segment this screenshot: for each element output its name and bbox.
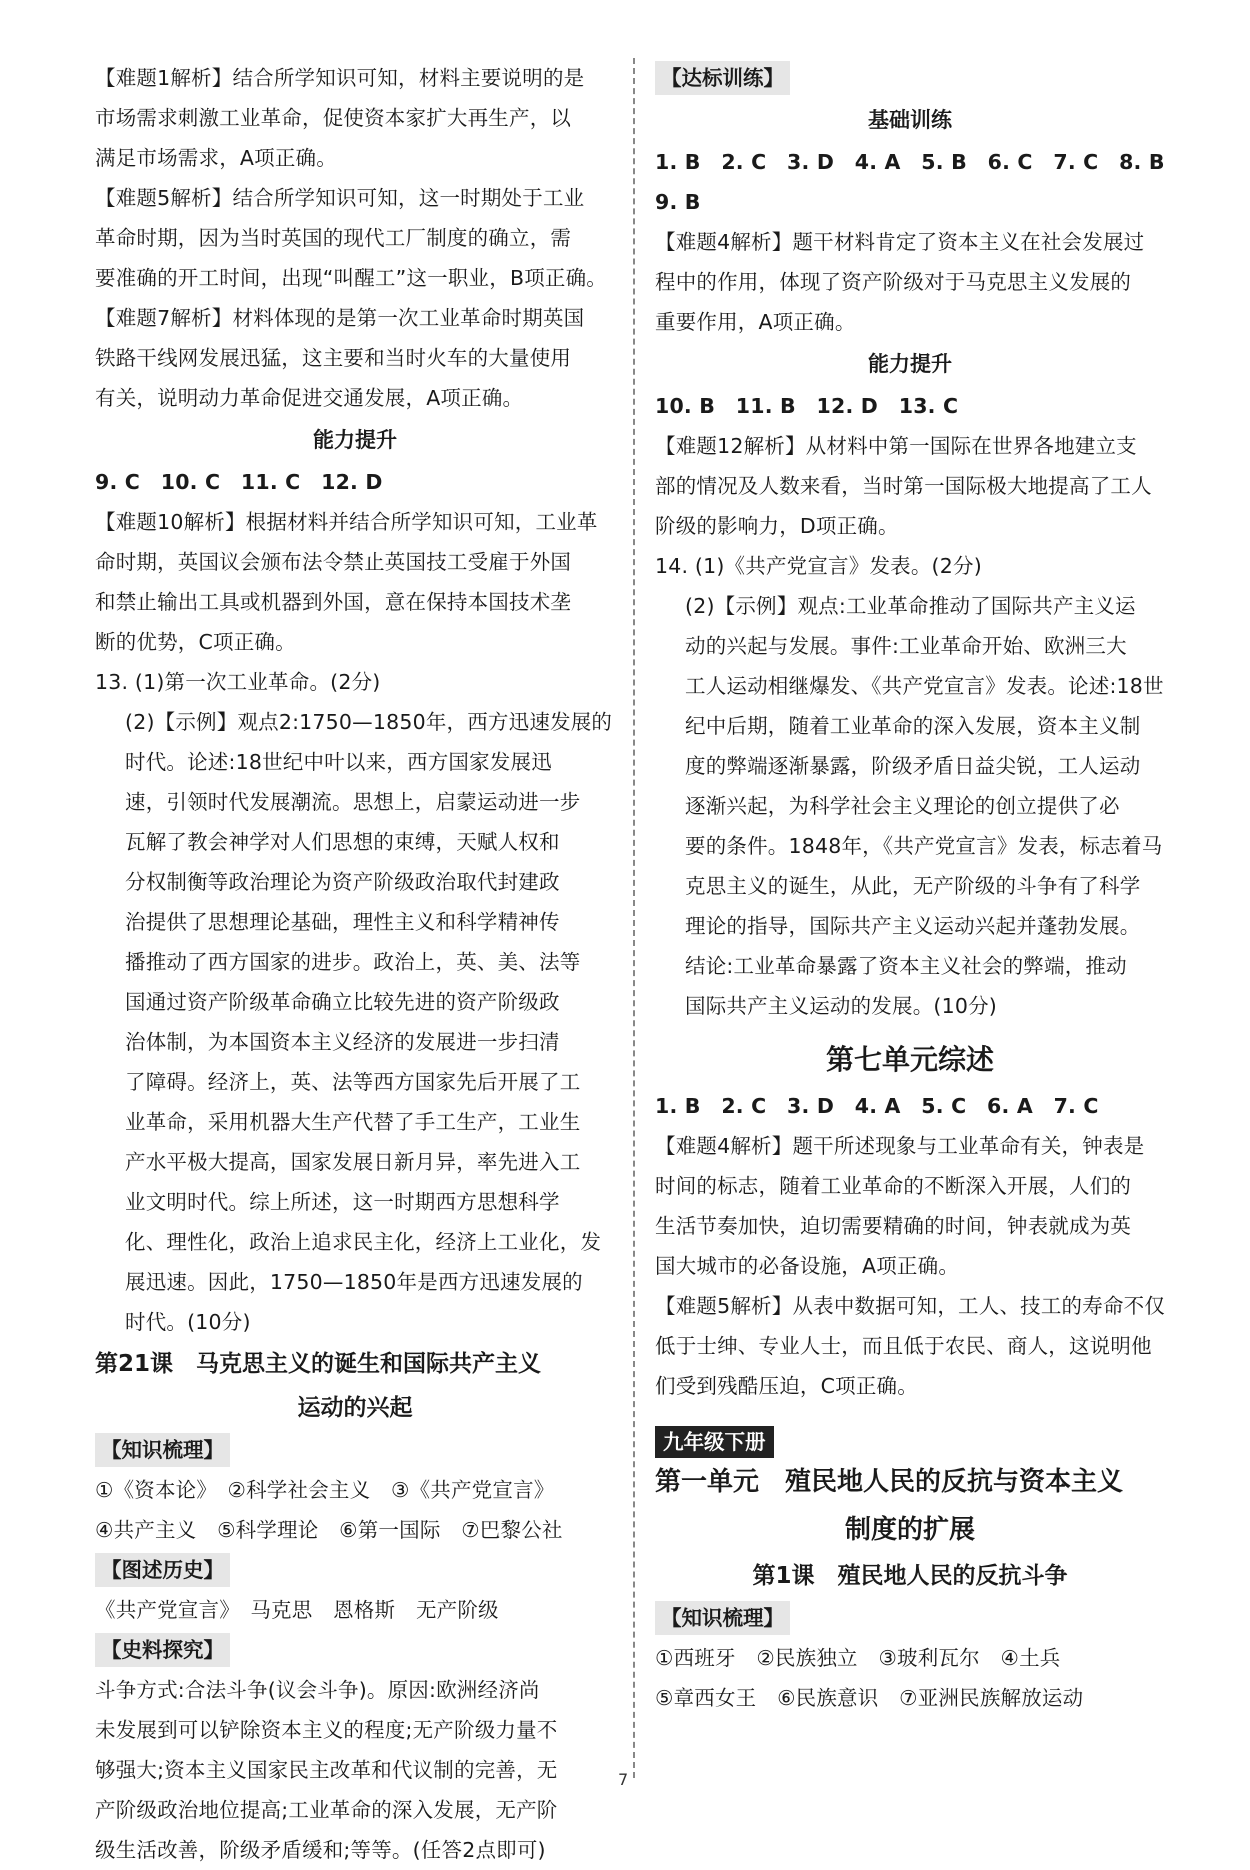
grade-tag: 九年级下册 [655,1426,774,1458]
text-line: 速，引领时代发展潮流。思想上，启蒙运动进一步 [125,790,581,814]
text-line: 【难题7解析】材料体现的是第一次工业革命时期英国 [95,306,585,330]
answer-row: 9. B [655,190,701,214]
lesson-21-title-cont: 运动的兴起 [297,1395,413,1421]
text-line: 播推动了西方国家的进步。政治上，英、美、法等 [125,950,581,974]
text-line: 有关，说明动力革命促进交通发展，A项正确。 [95,386,524,410]
analysis-paragraph [95,58,615,178]
analysis-paragraph [655,1126,1165,1286]
question-14-part2 [655,586,1165,1026]
text-line: 斗争方式:合法斗争(议会斗争)。原因:欧洲经济尚 [95,1678,540,1702]
text-line: 了障碍。经济上，英、法等西方国家先后开展了工 [125,1070,581,1094]
unit-7-title: 第七单元综述 [825,1043,994,1076]
text-line: 克思主义的诞生，从此，无产阶级的斗争有了科学 [685,874,1141,898]
pictures-line: 《共产党宣言》 马克思 恩格斯 无产阶级 [95,1598,499,1622]
text-line: 【难题5解析】结合所学知识可知，这一时期处于工业 [95,186,585,210]
text-line: 国大城市的必备设施，A项正确。 [655,1254,960,1278]
text-line: 程中的作用，体现了资产阶级对于马克思主义发展的 [655,270,1132,294]
text-line: 阶级的影响力，D项正确。 [655,514,899,538]
text-line: 业文明时代。综上所述，这一时期西方思想科学 [125,1190,560,1214]
text-line: 【难题10解析】根据材料并结合所学知识可知，工业革 [95,510,598,534]
section-heading: 基础训练 [868,108,952,132]
analysis-paragraph [655,426,1165,546]
text-line: 分权制衡等政治理论为资产阶级政治取代封建政 [125,870,560,894]
knowledge-line: ⑤章西女王 ⑥民族意识 ⑦亚洲民族解放运动 [655,1686,1084,1710]
unit-1-title-cont: 制度的扩展 [844,1515,975,1545]
answer-row: 10. B 11. B 12. D 13. C [655,394,959,418]
text-line: 未发展到可以铲除资本主义的程度;无产阶级力量不 [95,1718,558,1742]
text-line: 够强大;资本主义国家民主改革和代议制的完善，无 [95,1758,558,1782]
analysis-paragraph [655,1286,1165,1406]
pictures-tag: 【图述历史】 [95,1553,230,1587]
answer-row: 9. C 10. C 11. C 12. D [95,470,383,494]
training-tag: 【达标训练】 [655,61,790,95]
text-line: 时代。论述:18世纪中叶以来，西方国家发展迅 [125,750,552,774]
right-column [655,58,1165,1718]
text-line: 【难题5解析】从表中数据可知，工人、技工的寿命不仅 [655,1294,1166,1318]
section-heading: 能力提升 [868,352,952,376]
text-line: 革命时期，因为当时英国的现代工厂制度的确立，需 [95,226,572,250]
unit-1-title: 第一单元 殖民地人民的反抗与资本主义 [655,1467,1124,1497]
text-line: 瓦解了教会神学对人们思想的束缚，天赋人权和 [125,830,560,854]
text-line: 铁路干线网发展迅猛，这主要和当时火车的大量使用 [95,346,572,370]
analysis-paragraph [95,178,615,298]
text-line: 纪中后期，随着工业革命的深入发展，资本主义制 [685,714,1141,738]
text-line: 工人运动相继爆发、《共产党宣言》发表。论述:18世 [685,674,1164,698]
text-line: 业革命，采用机器大生产代替了手工生产，工业生 [125,1110,581,1134]
text-line: 部的情况及人数来看，当时第一国际极大地提高了工人 [655,474,1152,498]
text-line: 和禁止输出工具或机器到外国，意在保持本国技术垄 [95,590,572,614]
knowledge-line: ④共产主义 ⑤科学理论 ⑥第一国际 ⑦巴黎公社 [95,1518,563,1542]
text-line: 【难题12解析】从材料中第一国际在世界各地建立支 [655,434,1137,458]
lesson-1-title: 第1课 殖民地人民的反抗斗争 [752,1563,1068,1589]
text-line: 满足市场需求，A项正确。 [95,146,337,170]
section-heading: 能力提升 [313,428,397,452]
text-line: 治体制，为本国资本主义经济的发展进一步扫清 [125,1030,560,1054]
text-line: 时间的标志，随着工业革命的不断深入开展，人们的 [655,1174,1132,1198]
text-line: (2)【示例】观点:工业革命推动了国际共产主义运 [685,594,1136,618]
analysis-paragraph [655,222,1165,342]
text-line: 结论:工业革命暴露了资本主义社会的弊端，推动 [685,954,1127,978]
text-line: 生活节奏加快，迫切需要精确的时间，钟表就成为英 [655,1214,1132,1238]
text-line: 要准确的开工时间，出现“叫醒工”这一职业，B项正确。 [95,266,608,290]
text-line: 治提供了思想理论基础，理性主义和科学精神传 [125,910,560,934]
text-line: 们受到残酷压迫，C项正确。 [655,1374,918,1398]
text-line: 【难题1解析】结合所学知识可知，材料主要说明的是 [95,66,585,90]
text-line: 要的条件。1848年，《共产党宣言》发表，标志着马 [685,834,1163,858]
text-line: 产阶级政治地位提高;工业革命的深入发展，无产阶 [95,1798,558,1822]
sources-paragraph [95,1670,615,1870]
knowledge-line: ①西班牙 ②民族独立 ③玻利瓦尔 ④土兵 [655,1646,1061,1670]
text-line: 断的优势，C项正确。 [95,630,296,654]
text-line: 国际共产主义运动的发展。(10分) [685,994,997,1018]
answer-row: 1. B 2. C 3. D 4. A 5. C 6. A 7. C [655,1094,1099,1118]
answer-row: 1. B 2. C 3. D 4. A 5. B 6. C 7. C 8. B [655,150,1165,174]
text-line: 低于士绅、专业人士，而且低于农民、商人，这说明他 [655,1334,1152,1358]
text-line: 产水平极大提高，国家发展日新月异，率先进入工 [125,1150,581,1174]
text-line: 时代。(10分) [125,1310,251,1334]
text-line: 国通过资产阶级革命确立比较先进的资产阶级政 [125,990,560,1014]
analysis-paragraph [95,502,615,662]
text-line: 逐渐兴起，为科学社会主义理论的创立提供了必 [685,794,1120,818]
text-line: 理论的指导，国际共产主义运动兴起并蓬勃发展。 [685,914,1141,938]
text-line: 市场需求刺激工业革命，促使资本家扩大再生产，以 [95,106,572,130]
text-line: 【难题4解析】题干所述现象与工业革命有关，钟表是 [655,1134,1145,1158]
question-13-part2 [95,702,615,1342]
text-line: 级生活改善，阶级矛盾缓和;等等。(任答2点即可) [95,1838,546,1862]
text-line: (2)【示例】观点2:1750—1850年，西方迅速发展的 [125,710,613,734]
knowledge-tag: 【知识梳理】 [95,1433,230,1467]
text-line: 展迅速。因此，1750—1850年是西方迅速发展的 [125,1270,583,1294]
page-number: 7 [618,1770,629,1789]
text-line: 度的弊端逐渐暴露，阶级矛盾日益尖锐，工人运动 [685,754,1141,778]
text-line: 化、理性化，政治上追求民主化，经济上工业化，发 [125,1230,602,1254]
lesson-21-title: 第21课 马克思主义的诞生和国际共产主义 [95,1351,542,1377]
question-13-part1: 13. (1)第一次工业革命。(2分) [95,670,381,694]
text-line: 【难题4解析】题干材料肯定了资本主义在社会发展过 [655,230,1145,254]
text-line: 命时期，英国议会颁布法令禁止英国技工受雇于外国 [95,550,572,574]
sources-tag: 【史料探究】 [95,1633,230,1667]
column-divider [633,58,635,1778]
analysis-paragraph [95,298,615,418]
knowledge-line: ①《资本论》 ②科学社会主义 ③《共产党宣言》 [95,1478,555,1502]
knowledge-tag: 【知识梳理】 [655,1601,790,1635]
question-14-part1: 14. (1)《共产党宣言》发表。(2分) [655,554,982,578]
left-column [95,58,615,1870]
text-line: 动的兴起与发展。事件:工业革命开始、欧洲三大 [685,634,1127,658]
text-line: 重要作用，A项正确。 [655,310,856,334]
